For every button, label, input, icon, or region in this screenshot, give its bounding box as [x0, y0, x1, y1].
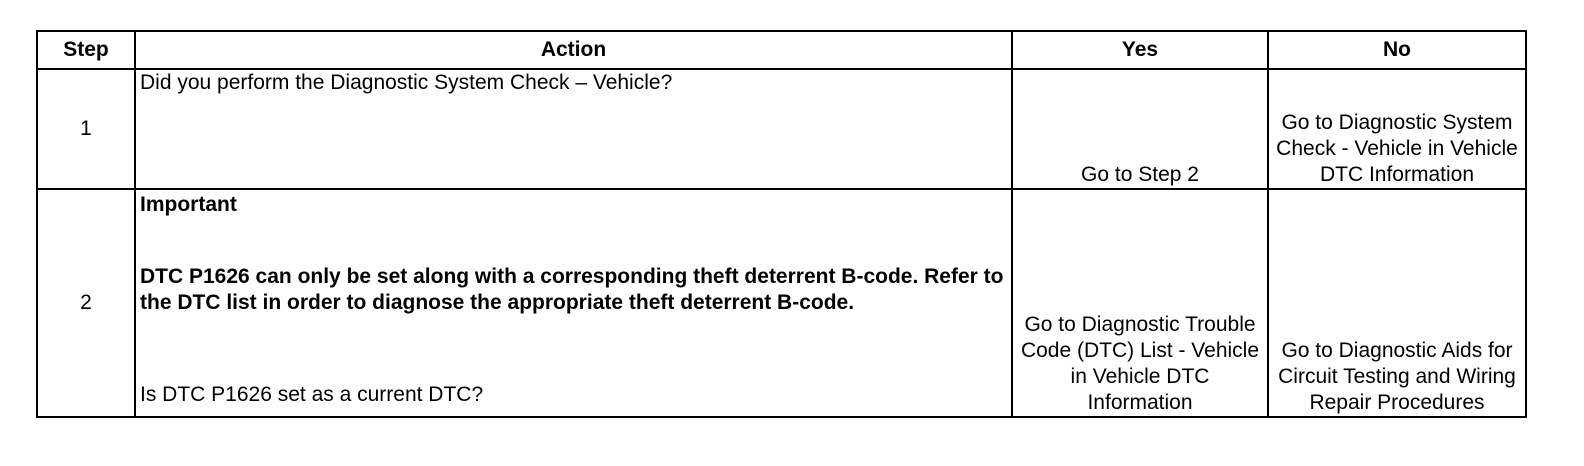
step-number: 2 — [37, 189, 135, 417]
action-question: Is DTC P1626 set as a current DTC? — [140, 383, 484, 406]
yes-result: Go to Diagnostic Trouble Code (DTC) List - Vehicle in Vehicle DTC Information — [1012, 189, 1268, 417]
important-note: DTC P1626 can only be set along with a corresponding theft deterrent B-code. Refer to the DTC list in order to diagnose the appropriate theft deterrent B-code. — [140, 265, 1004, 314]
step-number: 1 — [37, 69, 135, 189]
action-cell — [135, 189, 1012, 417]
action-content — [140, 190, 1007, 408]
yes-result: Go to Step 2 — [1012, 69, 1268, 189]
yes-column-header: Yes — [1012, 31, 1268, 69]
action-cell — [135, 69, 1012, 189]
action-question: Did you perform the Diagnostic System Check – Vehicle? — [140, 71, 673, 94]
no-column-header: No — [1268, 31, 1526, 69]
step-column-header: Step — [37, 31, 135, 69]
action-column-header: Action — [135, 31, 1012, 69]
diagnostic-step-table — [36, 30, 1527, 418]
no-result: Go to Diagnostic System Check - Vehicle in Vehicle DTC Information — [1268, 69, 1526, 189]
table-row — [37, 189, 1526, 417]
important-heading: Important — [140, 193, 237, 216]
no-result: Go to Diagnostic Aids for Circuit Testing and Wiring Repair Procedures — [1268, 189, 1526, 417]
table-header-row — [37, 31, 1526, 69]
table-row — [37, 69, 1526, 189]
